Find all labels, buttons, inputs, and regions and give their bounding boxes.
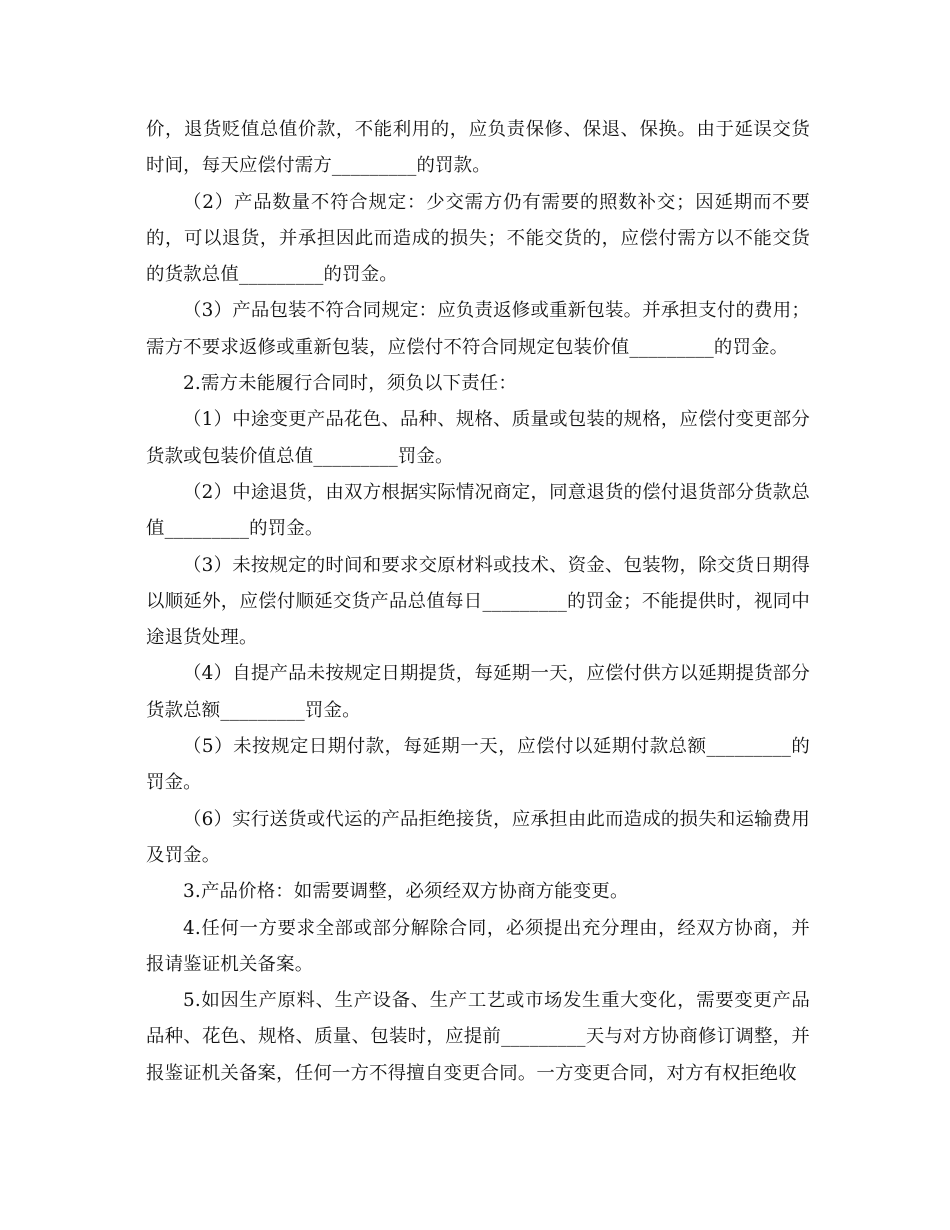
paragraph-clause-2-1: （1）中途变更产品花色、品种、规格、质量或包装的规格，应偿付变更部分货款或包装价值总值_________罚金。 (146, 409, 810, 467)
paragraph-clause-1-2: （2）产品数量不符合规定：少交需方仍有需要的照数补交；因延期而不要的，可以退货，并承担因此而造成的损失；不能交货的，应偿付需方以不能交货的货款总值_________的罚金。 (146, 191, 810, 286)
paragraph-clause-2-4: （4）自提产品未按规定日期提货，每延期一天，应偿付供方以延期提货部分货款总额_________罚金。 (146, 663, 810, 721)
paragraph-continuation: 价，退货贬值总值价款，不能利用的，应负责保修、保退、保换。由于延误交货时间，每天应偿付需方_________的罚款。 (146, 119, 810, 177)
document-body (146, 112, 810, 1092)
paragraph-clause-2-3: （3）未按规定的时间和要求交原材料或技术、资金、包装物，除交货日期得以顺延外，应偿付顺延交货产品总值每日_________的罚金；不能提供时，视同中途退货处理。 (146, 554, 810, 649)
paragraph-item-5: 5.如因生产原料、生产设备、生产工艺或市场发生重大变化，需要变更产品品种、花色、规格、质量、包装时，应提前_________天与对方协商修订调整，并报鉴证机关备案，任何一方不得擅自变更合同。一方变更合同，对方有权拒绝收 (146, 990, 810, 1084)
paragraph-clause-2-6: （6）实行送货或代运的产品拒绝接货，应承担由此而造成的损失和运输费用及罚金。 (146, 808, 810, 866)
paragraph-clause-2-2: （2）中途退货，由双方根据实际情况商定，同意退货的偿付退货部分货款总值_________的罚金。 (146, 481, 810, 540)
paragraph-item-4: 4.任何一方要求全部或部分解除合同，必须提出充分理由，经双方协商，并报请鉴证机关备案。 (146, 917, 810, 975)
paragraph-clause-1-3: （3）产品包装不符合同规定：应负责返修或重新包装。并承担支付的费用；需方不要求返修或重新包装，应偿付不符合同规定包装价值_________的罚金。 (146, 300, 810, 358)
paragraph-item-3: 3.产品价格：如需要调整，必须经双方协商方能变更。 (183, 881, 629, 903)
paragraph-clause-2-5: （5）未按规定日期付款，每延期一天，应偿付以延期付款总额_________的罚金。 (146, 736, 810, 794)
section-heading-buyer-liability: 2.需方未能履行合同时，须负以下责任： (183, 373, 517, 395)
